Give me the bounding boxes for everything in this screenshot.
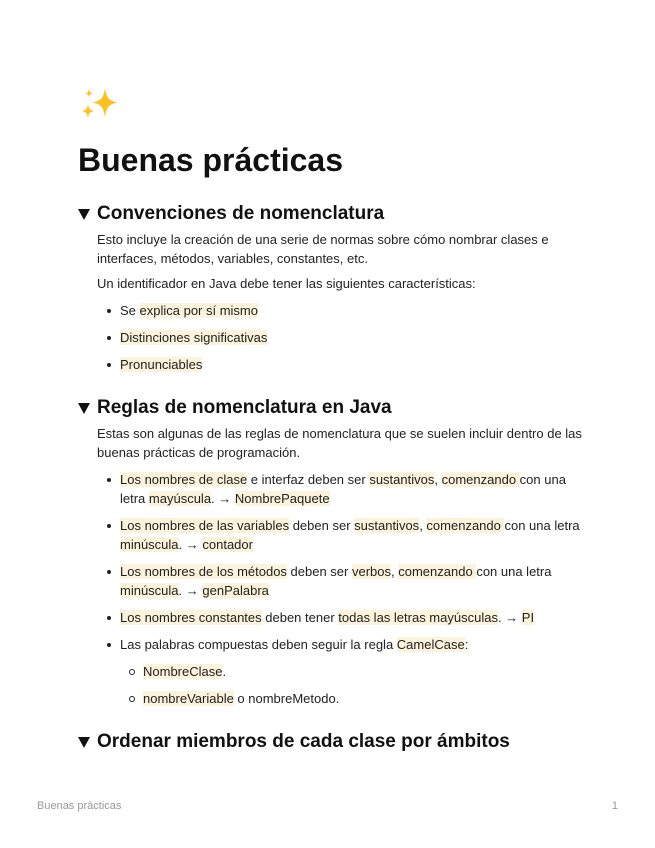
highlighted-text: genPalabra <box>202 583 269 598</box>
bulleted-list <box>97 301 588 374</box>
text: deben ser <box>286 564 352 579</box>
highlighted-text: Distinciones significativas <box>120 330 268 345</box>
page-title: Buenas prácticas <box>78 142 344 178</box>
highlighted-text: minúscula <box>120 583 179 598</box>
text: deben ser <box>289 518 355 533</box>
list-item <box>97 355 588 374</box>
highlighted-text: NombrePaquete <box>234 491 330 506</box>
section-heading-text: Ordenar miembros de cada clase por ámbitos <box>97 731 510 752</box>
text: con una letra <box>120 472 566 506</box>
highlighted-text: mayúscula <box>148 491 212 506</box>
toggle-heading[interactable] <box>78 396 588 420</box>
list-item <box>97 635 588 654</box>
toggle-section <box>78 202 588 374</box>
highlighted-text: comenzando <box>441 472 520 487</box>
highlighted-text: comenzando <box>398 564 477 579</box>
highlighted-text: PI <box>521 610 535 625</box>
section-heading-text: Reglas de nomenclatura en Java <box>97 397 392 418</box>
page-content <box>78 84 588 754</box>
toggle-heading[interactable] <box>78 202 588 226</box>
highlighted-text: sustantivos <box>369 472 435 487</box>
highlighted-text: sustantivos <box>354 518 420 533</box>
highlighted-text: comenzando <box>426 518 505 533</box>
footer-page-number: 1 <box>611 800 618 812</box>
highlighted-text: explica por sí mismo <box>139 303 258 318</box>
text: . → <box>211 491 235 506</box>
highlighted-text: CamelCase <box>396 637 465 652</box>
section-heading-text: Convenciones de nomenclatura <box>97 203 385 224</box>
highlighted-text: todas las letras mayúsculas <box>338 610 498 625</box>
highlighted-text: NombreClase <box>143 664 223 679</box>
page-footer <box>37 800 618 812</box>
highlighted-text: contador <box>202 537 253 552</box>
text: Se <box>120 303 140 318</box>
highlighted-text: Los nombres de los métodos <box>120 564 287 579</box>
sub-list-item <box>97 662 588 681</box>
toggle-section <box>78 730 588 754</box>
toggle-section <box>78 396 588 708</box>
paragraph: Estas son algunas de las reglas de nomenclatura que se suelen incluir dentro de las buenas prácticas de programación. <box>97 426 582 460</box>
list-item <box>97 301 588 320</box>
list-item <box>97 328 588 347</box>
toggle-triangle-icon[interactable] <box>78 403 90 414</box>
text: con una letra <box>476 564 552 579</box>
text: con una letra <box>504 518 580 533</box>
text: : <box>464 637 469 652</box>
footer-title: Buenas prácticas <box>37 800 122 812</box>
toggle-heading[interactable] <box>78 730 588 754</box>
text: . → <box>178 583 203 598</box>
list-item <box>97 608 588 627</box>
highlighted-text: nombreVariable <box>143 691 234 706</box>
highlighted-text: Los nombres constantes <box>120 610 262 625</box>
list-item <box>97 516 588 554</box>
highlighted-text: Los nombres de clase <box>120 472 248 487</box>
text: e interfaz deben ser <box>247 472 370 487</box>
text: , <box>419 518 427 533</box>
paragraph: Un identificador en Java debe tener las siguientes características: <box>97 276 476 291</box>
text: o nombreMetodo. <box>233 691 340 706</box>
text: . → <box>497 610 522 625</box>
list-item <box>97 562 588 600</box>
highlighted-text: Pronunciables <box>120 357 203 372</box>
sub-list-item <box>97 689 588 708</box>
text: deben tener <box>261 610 339 625</box>
highlighted-text: Los nombres de las variables <box>120 518 290 533</box>
sparkles-icon <box>78 84 122 128</box>
list-item <box>97 470 588 508</box>
paragraph: Esto incluye la creación de una serie de normas sobre cómo nombrar clases e interfaces, métodos, variables, constantes, etc. <box>97 232 549 266</box>
text: , <box>434 472 442 487</box>
bulleted-list <box>97 470 588 708</box>
toggle-triangle-icon[interactable] <box>78 737 90 748</box>
toggle-body <box>78 230 588 374</box>
toggle-triangle-icon[interactable] <box>78 209 90 220</box>
text: Las palabras compuestas deben seguir la regla <box>120 637 397 652</box>
highlighted-text: minúscula <box>120 537 179 552</box>
highlighted-text: verbos <box>351 564 392 579</box>
text: . → <box>178 537 203 552</box>
text: , <box>391 564 399 579</box>
toggle-body <box>78 424 588 708</box>
text: . <box>222 664 227 679</box>
